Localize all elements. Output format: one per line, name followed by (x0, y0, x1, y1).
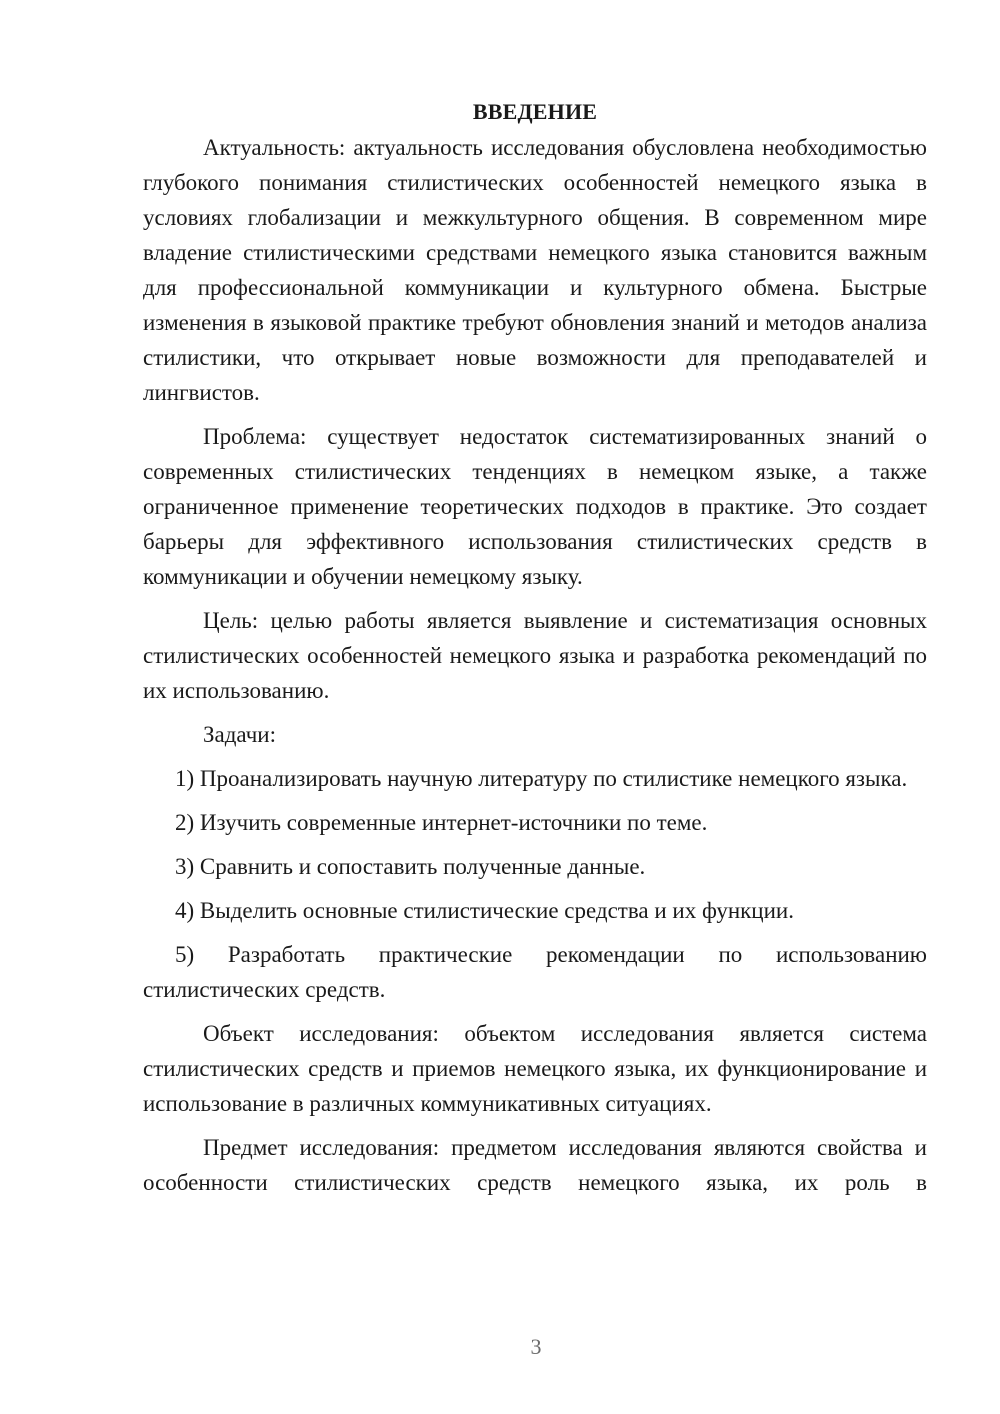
paragraph-goal: Цель: целью работы является выявление и систематизация основных стилистических особенностей немецкого языка и разработка рекомендаций по их использованию. (143, 608, 927, 703)
page-content (143, 94, 927, 1209)
task-item-5: 5) Разработать практические рекомендации по использованию стилистических средств. (143, 942, 927, 1002)
paragraph-problem: Проблема: существует недостаток систематизированных знаний о современных стилистических тенденциях в немецком языке, а также ограниченное применение теоретических подходов в практике. Это создает барьеры для эффективного использования стилистических средств в коммуникации и обучении немецкому языку. (143, 424, 927, 589)
section-heading: ВВЕДЕНИЕ (472, 99, 598, 124)
page-number: 3 (530, 1334, 542, 1359)
tasks-label: Задачи: (203, 722, 276, 747)
task-item-1: 1) Проанализировать научную литературу по стилистике немецкого языка. (175, 766, 908, 791)
task-item-4: 4) Выделить основные стилистические средства и их функции. (175, 898, 794, 923)
paragraph-relevance: Актуальность: актуальность исследования обусловлена необходимостью глубокого понимания стилистических особенностей немецкого языка в условиях глобализации и межкультурного общения. В современном мире владение стилистическими средствами немецкого языка становится важным для профессиональной коммуникации и культурного обмена. Быстрые изменения в языковой практике требуют обновления знаний и методов анализа стилистики, что открывает новые возможности для преподавателей и лингвистов. (143, 135, 927, 405)
task-item-2: 2) Изучить современные интернет-источники по теме. (175, 810, 708, 835)
task-item-3: 3) Сравнить и сопоставить полученные данные. (175, 854, 646, 879)
paragraph-object: Объект исследования: объектом исследования является система стилистических средств и приемов немецкого языка, их функционирование и использование в различных коммуникативных ситуациях. (143, 1021, 927, 1116)
paragraph-subject: Предмет исследования: предметом исследования являются свойства и особенности стилистических средств немецкого языка, их роль в (143, 1135, 927, 1195)
